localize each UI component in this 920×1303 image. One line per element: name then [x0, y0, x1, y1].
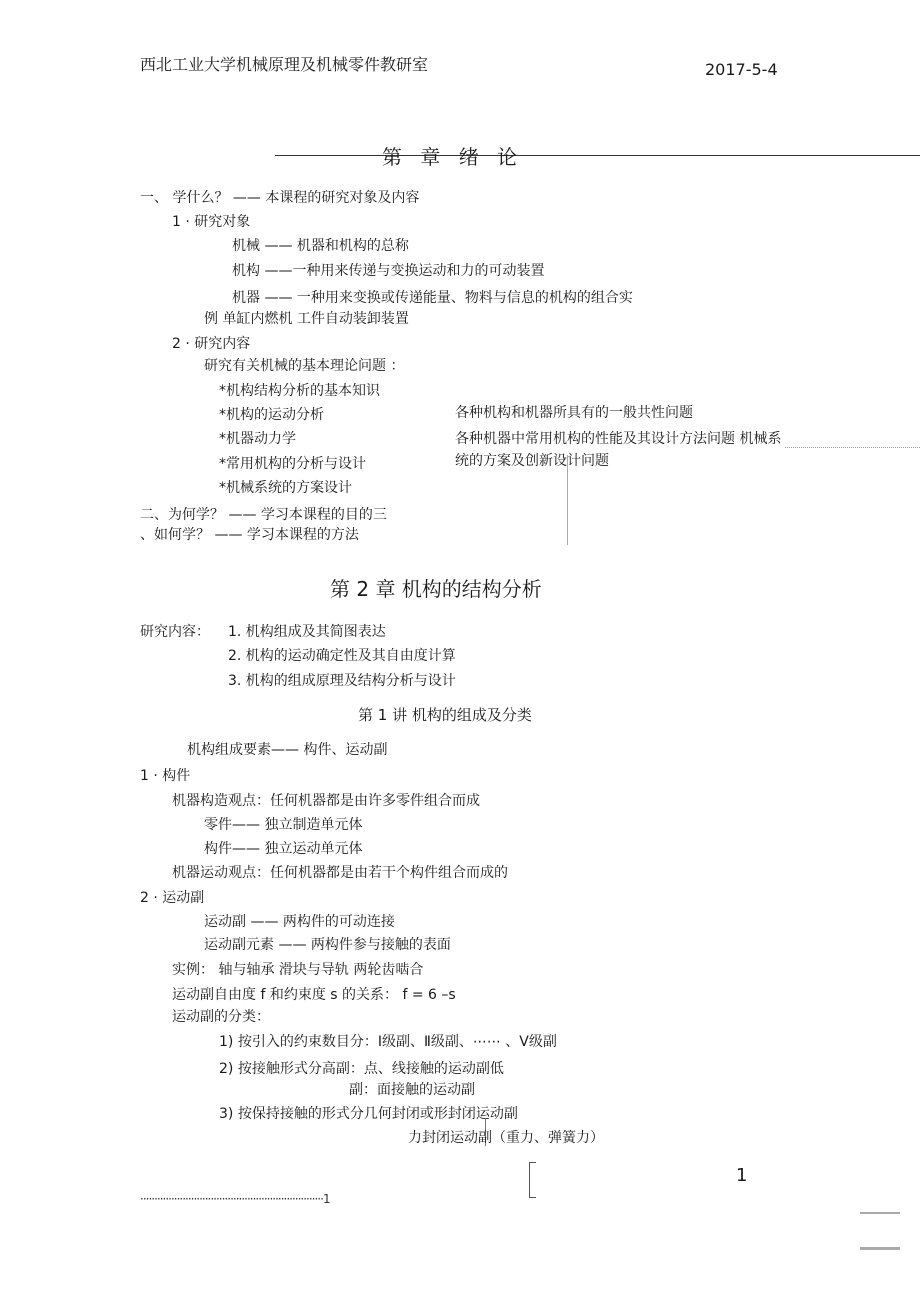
chapter-title-rule	[275, 155, 920, 156]
part-definition: 零件—— 独立制造单元体	[204, 817, 363, 833]
classification-heading: 运动副的分类：	[172, 1009, 270, 1025]
toc-dots: ·································································1	[140, 1192, 330, 1206]
topic-item: *机器动力学	[219, 431, 296, 447]
content-label: 研究内容：	[140, 624, 210, 640]
pair-definition: 运动副 —— 两构件的可动连接	[204, 914, 395, 930]
page-number: 1	[736, 1165, 748, 1186]
motion-view: 机器运动观点：任何机器都是由若干个构件组合而成的	[172, 865, 508, 881]
note-general-issues: 各种机构和机器所具有的一般共性问题	[455, 405, 693, 421]
classification-item: 2) 按接触形式分高副：点、线接触的运动副低	[219, 1061, 504, 1077]
note-specific-issues: 各种机器中常用机构的性能及其设计方法问题 机械系	[455, 431, 782, 447]
member-definition: 构件—— 独立运动单元体	[204, 841, 363, 857]
subsection-content: 2 · 研究内容	[172, 336, 251, 352]
manufacture-view: 机器构造观点：任何机器都是由许多零件组合而成	[172, 793, 480, 809]
vertical-rule	[567, 455, 568, 545]
margin-mark	[860, 1247, 900, 1250]
header-institution: 西北工业大学机械原理及机械零件教研室	[140, 55, 429, 74]
subsection-object: 1 · 研究对象	[172, 214, 251, 230]
definition-mechanism: 机构 ——一种用来传递与变换运动和力的可动装置	[232, 263, 545, 279]
section-how: 、如何学？ —— 学习本课程的方法	[140, 527, 359, 543]
heading-kinematic-pair: 2 · 运动副	[140, 890, 205, 906]
heading-member: 1 · 构件	[140, 768, 191, 784]
classification-item-cont: 副：面接触的运动副	[349, 1082, 475, 1098]
mechanism-elements: 机构组成要素—— 构件、运动副	[187, 742, 388, 758]
definition-machine: 机器 —— 一种用来变换或传递能量、物料与信息的机构的组合实	[232, 290, 633, 306]
section-why: 二、为何学？ —— 学习本课程的目的三	[140, 507, 387, 523]
lecture-title: 第 1 讲 机构的组成及分类	[358, 706, 532, 724]
dotted-rule	[785, 447, 920, 448]
classification-item: 3) 按保持接触的形式分几何封闭或形封闭运动副	[219, 1106, 518, 1122]
content-item: 2. 机构的运动确定性及其自由度计算	[228, 648, 456, 664]
definition-machinery: 机械 —— 机器和机构的总称	[232, 238, 409, 254]
pair-examples: 实例： 轴与轴承 滑块与导轨 两轮齿啮合	[172, 962, 424, 978]
chapter1-title: 第 章 绪 论	[382, 145, 524, 169]
topic-item: *机构结构分析的基本知识	[219, 383, 380, 399]
topic-item: *机构的运动分析	[219, 407, 324, 423]
topic-item: *机械系统的方案设计	[219, 480, 352, 496]
topic-item: *常用机构的分析与设计	[219, 456, 366, 472]
content-intro: 研究有关机械的基本理论问题 ：	[204, 358, 405, 374]
chapter2-title: 第 2 章 机构的结构分析	[330, 577, 542, 601]
pair-element-definition: 运动副元素 —— 两构件参与接触的表面	[204, 937, 451, 953]
bracket-mark	[529, 1162, 536, 1198]
content-item: 1. 机构组成及其简图表达	[228, 624, 386, 640]
margin-mark	[860, 1212, 900, 1214]
section-what: 一、 学什么？ —— 本课程的研究对象及内容	[140, 190, 420, 206]
classification-item-cont: 力封闭运动副（重力、弹簧力）	[408, 1130, 604, 1146]
header-date: 2017-5-4	[705, 60, 778, 79]
classification-item: 1) 按引入的约束数目分：Ⅰ级副、Ⅱ级副、⋯⋯ 、Ⅴ级副	[219, 1034, 557, 1050]
example-line: 例 单缸内燃机 工件自动装卸装置	[204, 311, 409, 327]
note-specific-issues-cont: 统的方案及创新设计问题	[455, 453, 609, 469]
dof-relation: 运动副自由度 f 和约束度 s 的关系： f = 6 –s	[172, 987, 456, 1003]
content-item: 3. 机构的组成原理及结构分析与设计	[228, 673, 456, 689]
